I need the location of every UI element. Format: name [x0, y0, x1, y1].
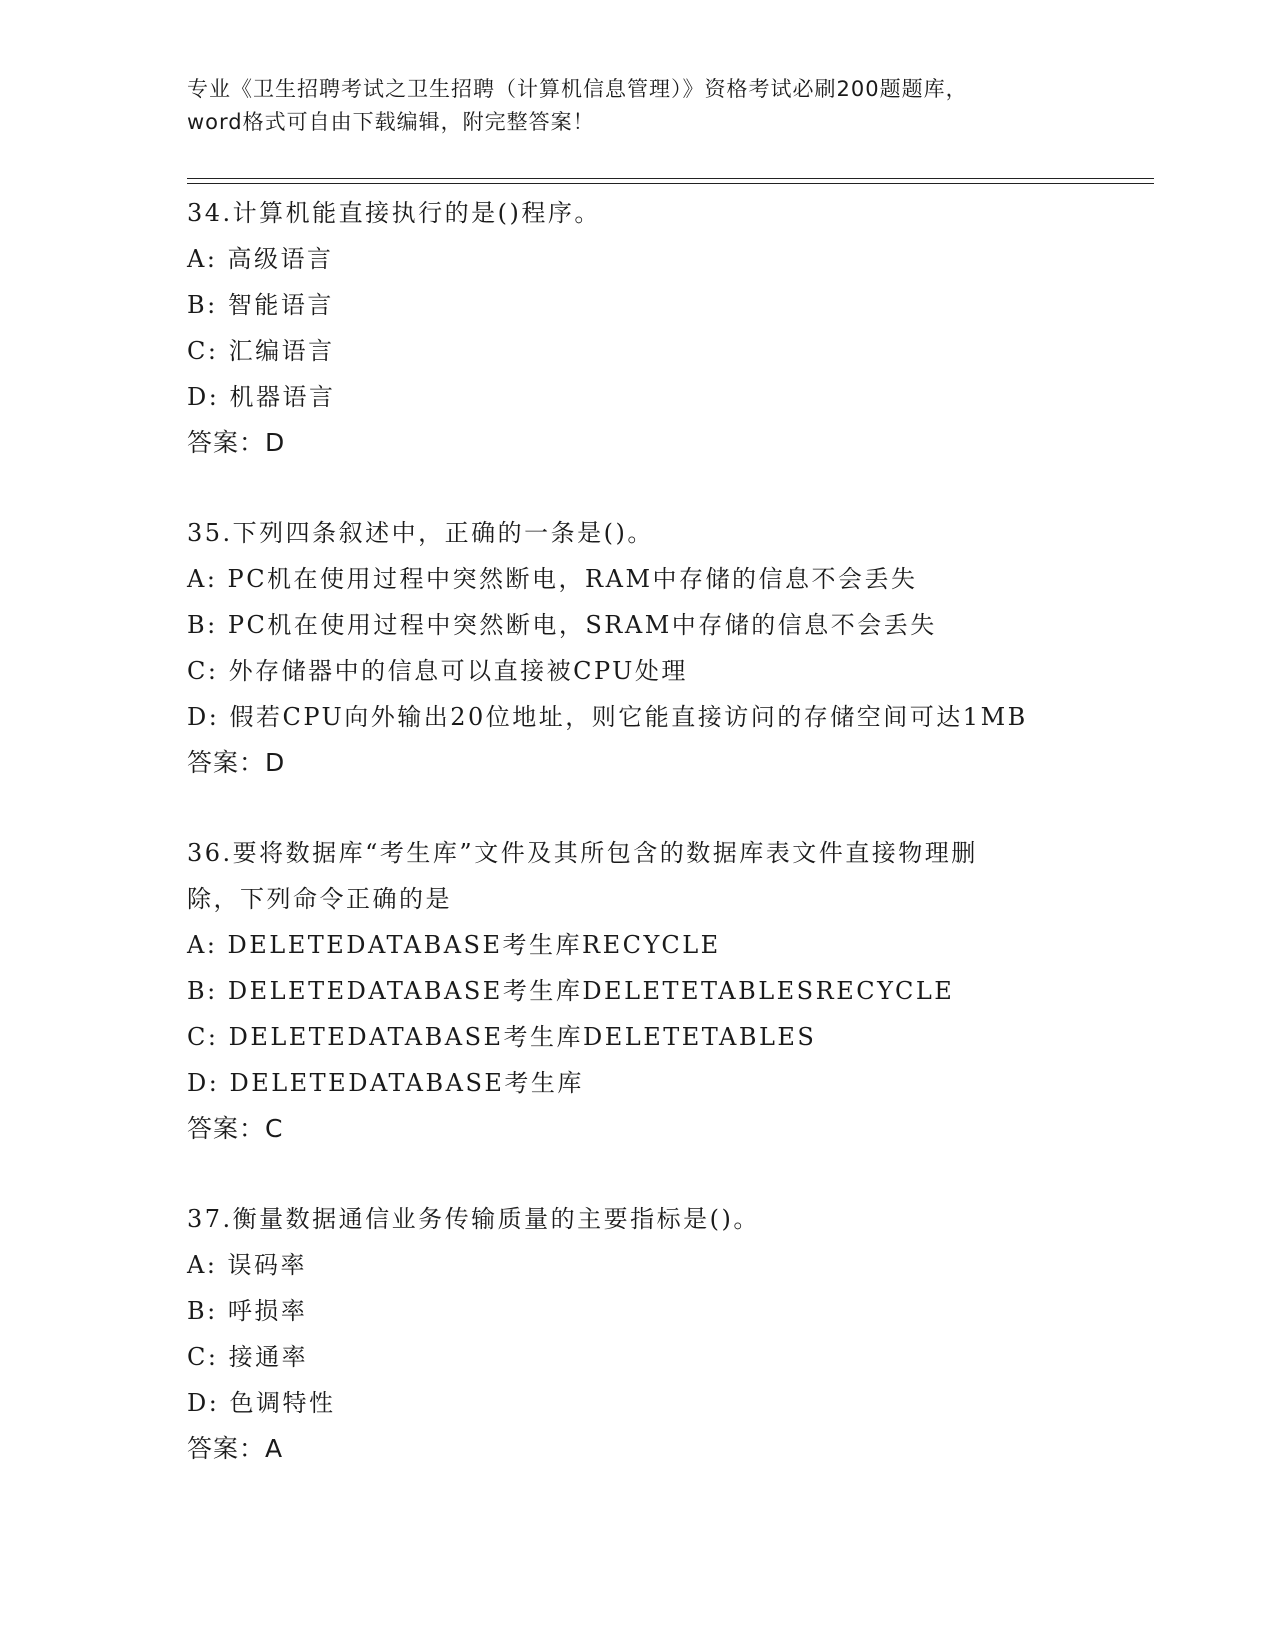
option-a: A: 高级语言	[187, 245, 334, 273]
option-d: D: 假若CPU向外输出20位地址，则它能直接访问的存储空间可达1MB	[187, 703, 1028, 731]
option-c: C: DELETEDATABASE考生库DELETETABLES	[187, 1023, 817, 1051]
header-divider-top	[187, 178, 1154, 179]
question-stem-line-1: 36.要将数据库“考生库”文件及其所包含的数据库表文件直接物理删	[187, 839, 978, 867]
question-list	[187, 190, 1117, 1524]
question-stem: 35.下列四条叙述中，正确的一条是()。	[187, 519, 654, 547]
document-header	[187, 73, 1087, 139]
option-a: A: PC机在使用过程中突然断电，RAM中存储的信息不会丢失	[187, 565, 918, 593]
option-b: B: 呼损率	[187, 1297, 308, 1325]
option-d: D: DELETEDATABASE考生库	[187, 1069, 584, 1097]
option-b: B: 智能语言	[187, 291, 334, 319]
answer: 答案：C	[187, 1114, 284, 1143]
option-c: C: 外存储器中的信息可以直接被CPU处理	[187, 657, 688, 685]
option-d: D: 机器语言	[187, 383, 336, 411]
answer: 答案：D	[187, 748, 286, 777]
header-subtitle-line: word格式可自由下载编辑，附完整答案！	[187, 110, 595, 134]
question-36	[187, 830, 1117, 1152]
question-stem: 34.计算机能直接执行的是()程序。	[187, 199, 601, 227]
option-b: B: PC机在使用过程中突然断电，SRAM中存储的信息不会丢失	[187, 611, 937, 639]
option-c: C: 汇编语言	[187, 337, 335, 365]
header-title-line: 专业《卫生招聘考试之卫生招聘（计算机信息管理）》资格考试必刷200题题库，	[187, 77, 968, 101]
header-divider-bottom	[187, 183, 1154, 184]
question-37	[187, 1196, 1117, 1472]
option-a: A: 误码率	[187, 1251, 308, 1279]
option-a: A: DELETEDATABASE考生库RECYCLE	[187, 931, 721, 959]
answer: 答案：A	[187, 1434, 284, 1463]
option-c: C: 接通率	[187, 1343, 309, 1371]
option-b: B: DELETEDATABASE考生库DELETETABLESRECYCLE	[187, 977, 955, 1005]
question-stem: 37.衡量数据通信业务传输质量的主要指标是()。	[187, 1205, 760, 1233]
question-stem-line-2: 除，下列命令正确的是	[187, 885, 452, 913]
question-35	[187, 510, 1117, 786]
option-d: D: 色调特性	[187, 1389, 336, 1417]
answer: 答案：D	[187, 428, 286, 457]
question-34	[187, 190, 1117, 466]
